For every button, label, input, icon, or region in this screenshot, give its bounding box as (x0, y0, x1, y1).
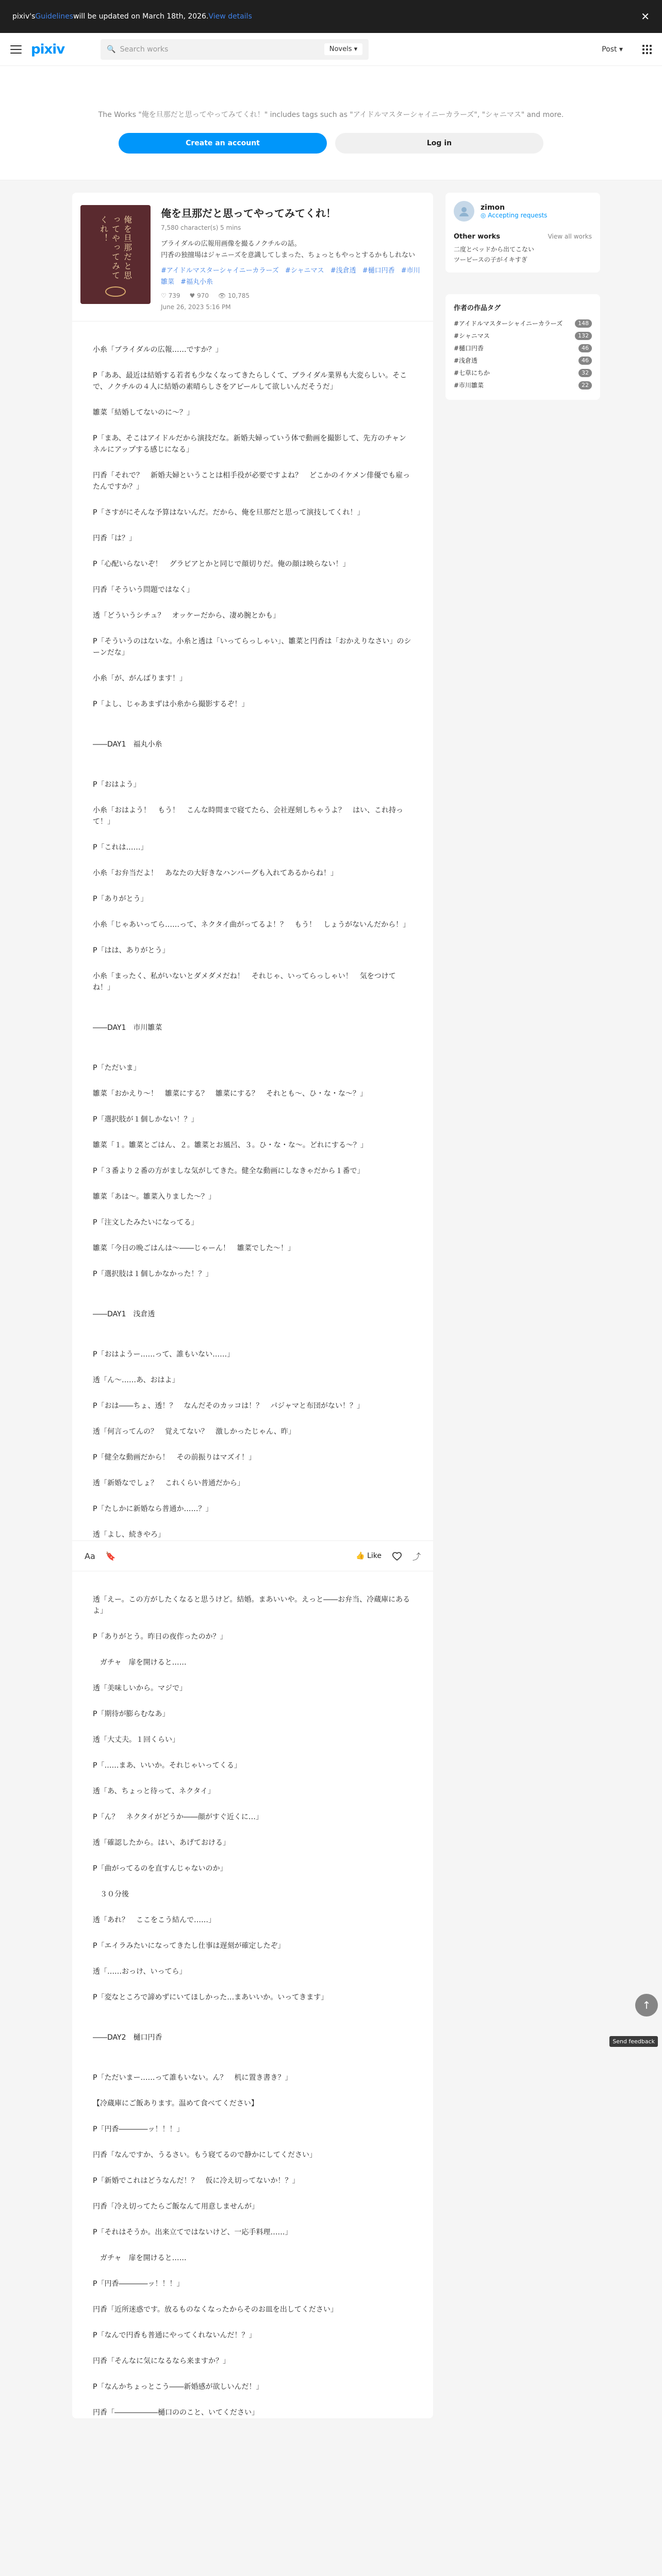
paragraph-gap (93, 570, 412, 584)
body-paragraph: P「エイラみたいになってきたし仕事は遅刻が確定したぞ」 (93, 1942, 285, 1950)
paragraph-gap (93, 750, 412, 765)
paragraph-gap (93, 418, 412, 433)
views-stat: 👁 10,785 (218, 292, 250, 299)
paragraph-gap (93, 930, 412, 945)
menu-icon[interactable] (10, 45, 22, 54)
paragraph-gap (93, 1642, 412, 1657)
body-paragraph: 雛菜「おかえり〜！ 雛菜にする？ 雛菜にする？ それとも〜、ひ・な・な〜？」 (93, 1090, 367, 1098)
other-work-item[interactable]: ツーピースの子がイキすぎ (454, 256, 527, 263)
author-tag-row[interactable]: #アイドルマスターシャイニーカラーズ 148 (454, 317, 592, 330)
paragraph-gap (93, 2187, 412, 2201)
body-paragraph: P「曲がってるのを直すんじゃないのか」 (93, 1865, 227, 1873)
body-paragraph: ――DAY1 浅倉透 (93, 1310, 155, 1318)
cover-ornament (105, 286, 126, 297)
body-paragraph: 雛菜「１。雛菜とごはん、２。雛菜とお風呂、３。ひ・な・な〜。どれにする〜？」 (93, 1141, 368, 1149)
body-paragraph: P「選択肢は１個しかなかった！？」 (93, 1270, 213, 1278)
body-paragraph: 【冷蔵庫にご飯あります。温めて食べてください】 (93, 2099, 258, 2108)
body-paragraph: P「よし、じゃあまずは小糸から撮影するぞ！」 (93, 700, 249, 708)
paragraph-gap (93, 1360, 412, 1375)
paragraph-gap (93, 827, 412, 842)
paragraph-gap (93, 2212, 412, 2227)
body-paragraph: P「ただいまー……って誰もいない。ん？ 机に置き書き？」 (93, 2074, 292, 2082)
paragraph-gap (93, 355, 412, 370)
body-paragraph: P「ただいま」 (93, 1064, 141, 1072)
paragraph-gap (93, 2083, 412, 2098)
body-paragraph: 小糸「まったく、私がいないとダメダメだね！ それじゃ、いってらっしゃい！ 気をつけてね！」 (93, 972, 396, 992)
work-stats (161, 292, 425, 299)
paragraph-gap (93, 2058, 412, 2072)
paragraph-gap (93, 621, 412, 636)
paragraph-gap (93, 1437, 412, 1452)
search-type-select[interactable]: Novels ▾ (324, 43, 362, 55)
paragraph-gap (93, 724, 412, 739)
body-paragraph: ３０分後 (93, 1890, 129, 1899)
reader-toolbar (72, 1540, 433, 1571)
promo-text: The Works "俺を旦那だと思ってやってみてくれ！" includes tags such as "アイドルマスターシャイニーカラーズ", "シャニマス" and more. (98, 111, 564, 119)
tag-link[interactable]: #アイドルマスターシャイニーカラーズ (161, 267, 279, 275)
paragraph-gap (93, 1151, 412, 1165)
body-paragraph: 円香「そんなに気になるなら来ますか？」 (93, 2357, 230, 2365)
other-works-title: Other works (454, 233, 501, 241)
body-paragraph: 小糸「が、がんばります！」 (93, 674, 187, 683)
body-paragraph: P「なんかちょっとこう――新婚感が欲しいんだ！」 (93, 2383, 263, 2391)
work-caption-1: ブライダルの広報用画像を撮るノクチルの話。 (161, 240, 301, 248)
post-button[interactable]: Post ▾ (602, 45, 623, 54)
paragraph-gap (93, 1771, 412, 1786)
paragraph-gap (93, 1694, 412, 1708)
body-paragraph: P「まあ、そこはアイドルだから演技だな。新婚夫婦っていう体で動画を撮影して、先方のチャンネルにアップする感じになる」 (93, 434, 406, 454)
paragraph-gap (93, 1900, 412, 1914)
signup-promo (0, 66, 662, 180)
body-paragraph: P「心配いらないぞ！ グラビアとかと同じで顔切りだ。俺の顔は映らない！」 (93, 560, 350, 568)
body-paragraph: P「変なところで諦めずにいてほしかった…まあいいか。いってきます」 (93, 1993, 328, 2002)
novel-body-continued (72, 1571, 433, 2418)
body-paragraph: P「おは――ちょ、透！？ なんだそのカッコは！？ パジャマと布団がない！？」 (93, 1402, 365, 1410)
body-paragraph: 円香「冷え切ってたらご飯なんて用意しませんが」 (93, 2202, 259, 2211)
body-paragraph: P「……まあ、いいか。それじゃいってくる」 (93, 1761, 241, 1770)
body-paragraph: ガチャ 扉を開けると…… (93, 1658, 187, 1667)
paragraph-gap (93, 658, 412, 673)
body-paragraph: ――DAY2 樋口円香 (93, 2033, 162, 2042)
tag-link[interactable]: #樋口円香 (362, 267, 395, 275)
body-paragraph: P「円香――――ッ！！！」 (93, 2125, 184, 2133)
paragraph-gap (93, 1228, 412, 1243)
author-tags-box (445, 294, 600, 400)
paragraph-gap (93, 1202, 412, 1217)
paragraph-gap (93, 518, 412, 533)
create-account-button[interactable]: Create an account (119, 133, 327, 154)
paragraph-gap (93, 544, 412, 558)
novel-cover[interactable] (80, 205, 151, 304)
paragraph-gap (93, 1048, 412, 1062)
body-paragraph: P「注文したみたいになってる」 (93, 1218, 198, 1227)
paragraph-gap (93, 1177, 412, 1191)
body-paragraph: P「新婚でこれはどうなんだ！？ 仮に冷え切ってないか！？」 (93, 2177, 300, 2185)
body-paragraph: P「さすがにそんな予算はないんだ。だから、俺を旦那だと思って演技してくれ！」 (93, 509, 365, 517)
paragraph-gap (93, 2264, 412, 2278)
paragraph-gap (93, 2393, 412, 2407)
body-paragraph: 円香「近所迷惑です。放るものなくなったからそのお皿を出してください」 (93, 2306, 338, 2314)
paragraph-gap (93, 1849, 412, 1863)
paragraph-gap (93, 1463, 412, 1478)
body-paragraph: ――DAY1 市川雛菜 (93, 1024, 162, 1032)
body-paragraph: P「円香――――ッ！！！」 (93, 2280, 184, 2288)
announcement-banner (0, 0, 662, 33)
body-paragraph: P「健全な動画だから！ その前振りはマズイ！」 (93, 1453, 256, 1462)
tag-link[interactable]: #福丸小糸 (180, 278, 213, 286)
paragraph-gap (93, 2003, 412, 2018)
paragraph-gap (93, 1668, 412, 1683)
body-paragraph: P「これは……」 (93, 843, 148, 852)
body-paragraph: 小糸「おはよう！ もう！ こんな時間まで寝てたら、会社遅刻しちゃうよ？ はい、これ持って！」 (93, 806, 403, 826)
novel-article (72, 193, 433, 2418)
body-paragraph: 透「あ、ちょっと待って、ネクタイ」 (93, 1787, 215, 1795)
login-button[interactable]: Log in (335, 133, 543, 154)
body-paragraph: ガチャ 扉を開けると…… (93, 2254, 187, 2262)
body-paragraph: P「ああ、最近は結婚する若者も少なくなってきたらしくて、ブライダル業界も大変らしい。そこで、ノクチルの４人に結婚の素晴らしさをアピールして欲しいんだそうだ」 (93, 371, 407, 391)
body-paragraph: 小糸「ブライダルの広報……ですか？」 (93, 346, 223, 354)
paragraph-gap (93, 2315, 412, 2330)
body-paragraph: 透「えー。この方がしたくなると思うけど。結婚。まあいいや。えっと――お弁当、冷蔵庫にあるよ」 (93, 1596, 410, 1615)
paragraph-gap (93, 2135, 412, 2149)
paragraph-gap (93, 1926, 412, 1940)
paragraph-gap (93, 2341, 412, 2355)
share-icon[interactable]: ⤴ (412, 1551, 421, 1562)
work-meta: 7,580 character(s) 5 mins (161, 224, 241, 231)
paragraph-gap (93, 1745, 412, 1760)
paragraph-gap (93, 1280, 412, 1294)
paragraph-gap (93, 993, 412, 1008)
top-header (0, 33, 662, 66)
body-paragraph: 透「美味しいから。マジで」 (93, 1684, 187, 1692)
banner-middle: will be updated on March 18th, 2026. (73, 12, 209, 21)
author-tags-title: 作者の作品タグ (454, 304, 501, 312)
heart-icon[interactable] (392, 1551, 402, 1561)
paragraph-gap (93, 1033, 412, 1048)
body-paragraph: P「３番より２番の方がましな気がしてきた。健全な動画にしなきゃだから１番で」 (93, 1167, 365, 1175)
body-paragraph: 透「あれ？ ここをこう結んで……」 (93, 1916, 216, 1924)
paragraph-gap (93, 1254, 412, 1268)
search-box[interactable] (101, 39, 369, 60)
paragraph-gap (93, 1008, 412, 1022)
pixiv-logo[interactable]: pixiv (31, 41, 65, 57)
author-tag-row[interactable]: #浅倉透 46 (454, 354, 592, 367)
body-paragraph: P「そういうのはないな。小糸と透は「いってらっしゃい」、雛菜と円香は「おかえりなさい」のシーンだな」 (93, 637, 411, 657)
paragraph-gap (93, 1099, 412, 1114)
paragraph-gap (93, 455, 412, 470)
paragraph-gap (93, 596, 412, 610)
body-paragraph: 透「……おっけ、いってら」 (93, 1968, 187, 1976)
search-icon: 🔍 (107, 45, 116, 54)
send-feedback-button[interactable]: Send feedback (609, 2036, 658, 2047)
paragraph-gap (93, 1386, 412, 1400)
body-paragraph: P「なんで円香も普通にやってくれないんだ！？」 (93, 2331, 256, 2340)
paragraph-gap (93, 765, 412, 779)
paragraph-gap (93, 905, 412, 919)
search-input[interactable]: Search works (120, 45, 169, 54)
tag-link[interactable]: #市川雛菜 (161, 267, 420, 286)
body-paragraph: P「はは、ありがとう」 (93, 946, 170, 955)
view-all-works-link[interactable]: View all works (548, 233, 592, 240)
post-date: June 26, 2023 5:16 PM (161, 303, 231, 311)
other-work-item[interactable]: 二度とベッドから出てこない (454, 246, 535, 253)
paragraph-gap (93, 1952, 412, 1966)
paragraph-gap (93, 2043, 412, 2058)
paragraph-gap (93, 2290, 412, 2304)
likes-stat: ♡ 739 (161, 292, 180, 299)
body-paragraph: P「ありがとう。昨日の夜作ったのか？」 (93, 1633, 227, 1641)
paragraph-gap (93, 790, 412, 805)
paragraph-gap (93, 1515, 412, 1529)
paragraph-gap (93, 1977, 412, 1992)
scroll-to-top-button[interactable]: ↑ (635, 1994, 658, 2016)
paragraph-gap (93, 2367, 412, 2381)
body-paragraph: P「ありがとう」 (93, 895, 148, 903)
paragraph-gap (93, 1334, 412, 1349)
work-caption-2: 円香の独擅場はジャニーズを意識してしまった、ちょっともやっとするかもしれない (161, 251, 416, 259)
paragraph-gap (93, 1125, 412, 1140)
work-title: 俺を旦那だと思ってやってみてくれ！ (161, 207, 336, 219)
author-name[interactable]: zimon (481, 204, 505, 212)
paragraph-gap (93, 956, 412, 971)
body-paragraph: 円香「――――――樋口ののこと、いてください」 (93, 2409, 259, 2417)
body-paragraph: 透「大丈夫。１回くらい」 (93, 1736, 179, 1744)
body-paragraph: 雛菜「あは〜。雛菜入りました〜？」 (93, 1193, 216, 1201)
body-paragraph: P「おはよう」 (93, 781, 141, 789)
author-tag-row[interactable]: #シャニマス 132 (454, 330, 592, 342)
text-settings-icon[interactable]: Aa (85, 1551, 95, 1561)
body-paragraph: 透「どういうシチュ？ オッケーだから、凄め腕とかも」 (93, 612, 280, 620)
like-button[interactable]: 👍 Like (356, 1552, 382, 1560)
paragraph-gap (93, 1320, 412, 1334)
view-details-link[interactable]: View details (208, 12, 252, 21)
paragraph-gap (93, 2109, 412, 2124)
body-paragraph: 円香「なんですか、うるさい。もう寝てるので静かにしてください」 (93, 2151, 317, 2159)
author-card (445, 193, 600, 273)
guidelines-link[interactable]: Guidelines (35, 12, 74, 21)
body-paragraph: 透「ん〜……あ、おはよ」 (93, 1376, 179, 1384)
sidebar (445, 193, 600, 2418)
body-paragraph: 小糸「じゃあいってら……って、ネクタイ曲がってるよ！？ もう！ しょうがないんだから！」 (93, 921, 410, 929)
paragraph-gap (93, 1617, 412, 1631)
accepting-requests-badge[interactable]: ◎ Accepting requests (481, 212, 548, 219)
avatar[interactable] (454, 201, 474, 222)
paragraph-gap (93, 1874, 412, 1889)
body-paragraph: 小糸「お弁当だよ！ あなたの大好きなハンバーグも入れてあるからね！」 (93, 869, 338, 877)
body-paragraph: P「おはようー……って、誰もいない……」 (93, 1350, 235, 1359)
paragraph-gap (93, 393, 412, 407)
paragraph-gap (93, 1489, 412, 1503)
banner-prefix: pixiv's (12, 12, 36, 21)
paragraph-gap (93, 879, 412, 893)
cover-title: 俺を旦那だと思ってやってみてくれ！ (98, 215, 133, 280)
body-paragraph: 雛菜「今日の晩ごはんは〜――じゃーん！ 雛菜でした〜！」 (93, 1244, 295, 1252)
body-paragraph: 透「何言ってんの？ 覚えてない？ 激しかったじゃん、昨」 (93, 1428, 295, 1436)
body-paragraph: 透「よし、続きやろ」 (93, 1531, 165, 1539)
close-icon[interactable]: ✕ (641, 10, 650, 23)
body-paragraph: 透「新婚なでしょ？ これくらい普通だから」 (93, 1479, 244, 1487)
body-paragraph: 円香「そういう問題ではなく」 (93, 586, 194, 594)
body-paragraph: P「ん？ ネクタイがどうか――顔がすぐ近くに…」 (93, 1813, 263, 1821)
author-tag-row[interactable]: #七草にちか 32 (454, 367, 592, 379)
paragraph-gap (93, 1074, 412, 1088)
paragraph-gap (93, 853, 412, 868)
work-tags (161, 265, 425, 288)
apps-grid-icon[interactable] (642, 45, 652, 54)
author-tag-row[interactable]: #市川雛菜 22 (454, 379, 592, 392)
tag-link[interactable]: #浅倉透 (330, 267, 356, 275)
novel-body (72, 321, 433, 1540)
paragraph-gap (93, 710, 412, 724)
author-tag-row[interactable]: #樋口円香 46 (454, 342, 592, 354)
paragraph-gap (93, 2018, 412, 2032)
body-paragraph: 円香「それで？ 新婚夫婦ということは相手役が必要ですよね？ どこかのイケメン俳優でも雇ったんですか？」 (93, 471, 410, 491)
body-paragraph: 雛菜「結婚してないのに〜？」 (93, 409, 194, 417)
paragraph-gap (93, 2238, 412, 2252)
bookmarks-stat: ♥ 970 (189, 292, 209, 299)
body-paragraph: 円香「は？」 (93, 534, 136, 543)
paragraph-gap (93, 1823, 412, 1837)
body-paragraph: P「期待が膨らむなあ」 (93, 1710, 170, 1718)
paragraph-gap (93, 1294, 412, 1309)
body-paragraph: P「たしかに新婚なら普通か……？」 (93, 1505, 213, 1513)
body-paragraph: P「選択肢が１個しかない！？」 (93, 1115, 198, 1124)
body-paragraph: P「それはそうか。出来立てではないけど、一応手料理……」 (93, 2228, 292, 2236)
body-paragraph: ――DAY1 福丸小糸 (93, 740, 162, 749)
paragraph-gap (93, 684, 412, 699)
paragraph-gap (93, 1797, 412, 1811)
paragraph-gap (93, 2161, 412, 2175)
bookmark-icon[interactable]: 🔖 (105, 1551, 116, 1561)
tag-link[interactable]: #シャニマス (285, 267, 324, 275)
body-paragraph: 透「確認したから。はい、あげておける」 (93, 1839, 230, 1847)
paragraph-gap (93, 493, 412, 507)
paragraph-gap (93, 1412, 412, 1426)
paragraph-gap (93, 1720, 412, 1734)
